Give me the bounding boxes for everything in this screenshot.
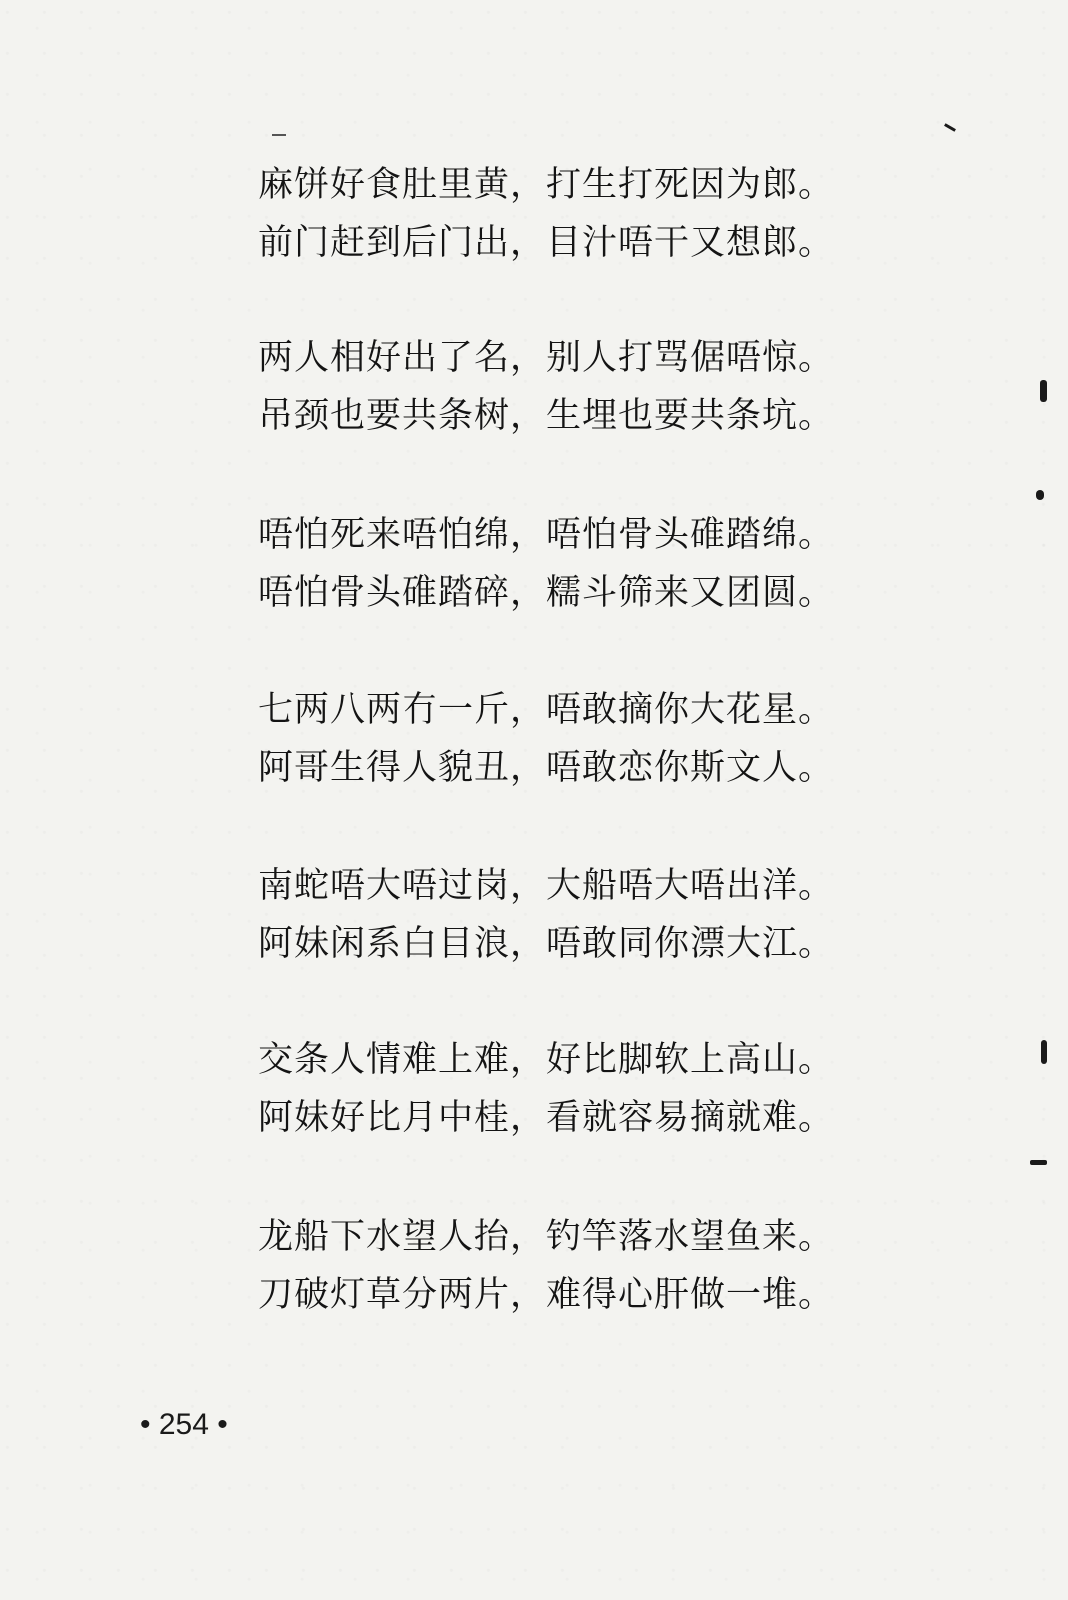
verse-line: 交条人情难上难，好比脚软上高山。 <box>258 1040 835 1080</box>
verse-stanza <box>258 1031 858 1147</box>
verse-line: 刀破灯草分两片，难得心肝做一堆。 <box>258 1275 835 1315</box>
verse-line: 阿哥生得人貌丑，唔敢恋你斯文人。 <box>258 748 835 788</box>
scan-speck <box>1030 1160 1047 1165</box>
verse-line: 阿妹好比月中桂，看就容易摘就难。 <box>258 1098 835 1138</box>
verse-line: 吊颈也要共条树，生埋也要共条坑。 <box>258 396 835 436</box>
page-number: • 254 • <box>140 1408 228 1441</box>
verse-line: 南蛇唔大唔过岗，大船唔大唔出洋。 <box>258 866 835 906</box>
verse-line: 麻饼好食肚里黄，打生打死因为郎。 <box>258 165 835 205</box>
verse-stanza <box>258 156 858 272</box>
verse-line: 阿妹闲系白目浪，唔敢同你漂大江。 <box>258 924 835 964</box>
verse-stanza <box>258 329 858 445</box>
scan-speck <box>272 134 286 136</box>
verse-stanza <box>258 681 858 797</box>
scan-speck <box>1041 1040 1047 1064</box>
verse-stanza <box>258 857 858 973</box>
verse-stanza <box>258 1208 858 1324</box>
scan-speck <box>944 123 956 132</box>
verse-line: 七两八两冇一斤，唔敢摘你大花星。 <box>258 690 835 730</box>
verse-line: 前门赶到后门出，目汁唔干又想郎。 <box>258 223 835 263</box>
verse-line: 龙船下水望人抬，钓竿落水望鱼来。 <box>258 1217 835 1257</box>
verse-line: 唔怕死来唔怕绵，唔怕骨头碓踏绵。 <box>258 515 835 555</box>
scan-speck <box>1040 380 1047 402</box>
verse-line: 唔怕骨头碓踏碎，糯斗筛来又团圆。 <box>258 573 835 613</box>
verse-stanza <box>258 506 858 622</box>
verse-line: 两人相好出了名，别人打骂倨唔惊。 <box>258 338 835 378</box>
scan-speck <box>1036 490 1044 500</box>
